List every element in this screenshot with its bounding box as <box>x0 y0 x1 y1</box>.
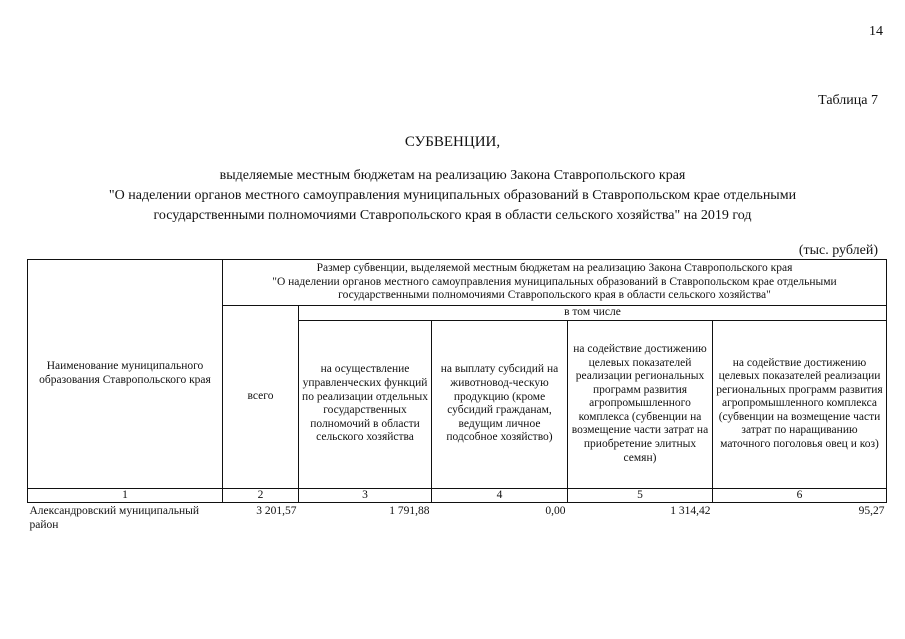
subsidies-table <box>27 259 887 532</box>
header-municipality-name: Наименование муниципального образования Ставропольского края <box>28 260 223 489</box>
header-subsidy-size <box>223 260 887 306</box>
row-col-6: 95,27 <box>858 505 885 518</box>
row-col-4: 0,00 <box>545 505 566 518</box>
header-col-6: на содействие достижению целевых показателей реализации региональных программ развития агропромышленного комплекса (субвенции на возмещение части затрат по наращиванию маточного поголовья овец и коз) <box>713 320 887 488</box>
header-in-that-number: в том числе <box>299 306 887 321</box>
subtitle-line-1: выделяемые местным бюджетам на реализацию Закона Ставропольского края <box>219 168 686 183</box>
column-number-2: 2 <box>223 488 299 503</box>
row-col-5: 1 314,42 <box>670 505 711 518</box>
column-numbers-row <box>28 488 887 503</box>
header-col-3: на осуществление управленческих функций по реализации отдельных государственных полномочий в области сельского хозяйства <box>299 320 432 488</box>
table-label: Таблица 7 <box>818 93 878 108</box>
header-top-line-1: Размер субвенции, выделяемой местным бюджетам на реализацию Закона Ставропольского края <box>316 262 793 275</box>
column-number-6: 6 <box>713 488 887 503</box>
row-municipality-name: Александровский муниципальный район <box>29 505 200 531</box>
document-title: СУБВЕНЦИИ, <box>404 134 501 150</box>
column-number-4: 4 <box>432 488 568 503</box>
page-number: 14 <box>869 24 883 39</box>
subtitle-line-3: государственными полномочиями Ставропольского края в области сельского хозяйства" на 2019 год <box>153 208 752 223</box>
header-row-top <box>28 260 887 306</box>
header-top-line-3: государственными полномочиями Ставропольского края в области сельского хозяйства" <box>338 289 771 302</box>
row-total: 3 201,57 <box>256 505 297 518</box>
header-col-4: на выплату субсидий на животновод-ческую продукцию (кроме субсидий гражданам, ведущим личное подсобное хозяйство) <box>432 320 568 488</box>
header-total: всего <box>223 306 299 489</box>
column-number-1: 1 <box>28 488 223 503</box>
column-number-5: 5 <box>568 488 713 503</box>
document-subtitle <box>60 166 845 226</box>
table-row <box>28 503 887 533</box>
header-top-line-2: "О наделении органов местного самоуправления муниципальных образований в Ставропольском крае отдельными <box>272 275 837 288</box>
subtitle-line-2: "О наделении органов местного самоуправления муниципальных образований в Ставропольском крае отдельными <box>108 188 797 203</box>
header-col-5: на содействие достижению целевых показателей реализации региональных программ развития агропромышленного комплекса (субвенции на возмещение части затрат на приобретение элитных семян) <box>568 320 713 488</box>
column-number-3: 3 <box>299 488 432 503</box>
row-col-3: 1 791,88 <box>389 505 430 518</box>
units-label: (тыс. рублей) <box>798 243 878 258</box>
